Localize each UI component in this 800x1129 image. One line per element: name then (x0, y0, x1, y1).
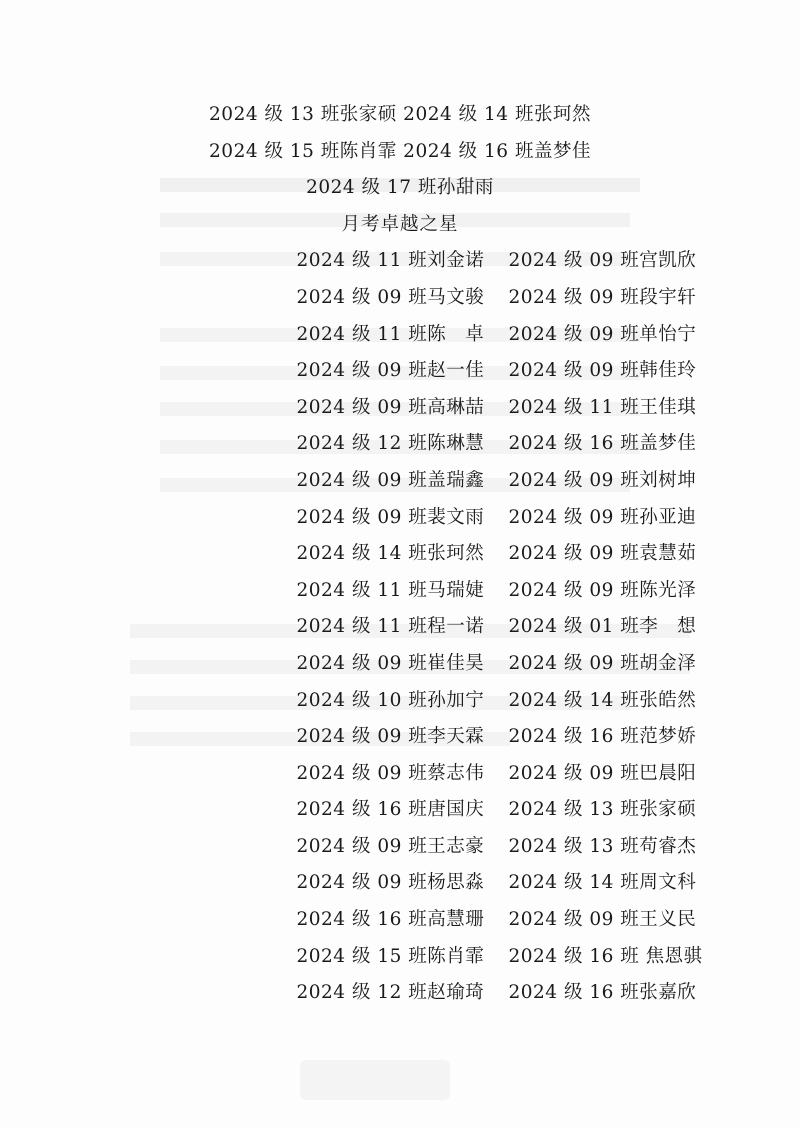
student-entry-right: 2024 级 09 班宫凯欣 (508, 250, 697, 272)
list-item (0, 500, 800, 537)
list-item (0, 243, 800, 280)
student-entry-right: 2024 级 09 班袁慧茹 (508, 543, 697, 565)
student-entry-right: 2024 级 09 班陈光泽 (508, 579, 697, 601)
list-item (0, 975, 800, 1012)
bleed-through-mark (300, 1060, 450, 1100)
student-entry-right: 2024 级 09 班王义民 (508, 909, 697, 931)
student-entry-right: 2024 级 16 班范梦娇 (508, 726, 697, 748)
header-line: 2024 级 13 班张家硕 2024 级 14 班张珂然 (209, 104, 591, 125)
student-entry-left: 2024 级 16 班唐国庆 (296, 799, 485, 821)
list-item (0, 792, 800, 829)
student-entry-right: 2024 级 11 班王佳琪 (508, 396, 697, 418)
list-item (0, 646, 800, 683)
name-pair-list (0, 243, 800, 1011)
student-entry-right: 2024 级 16 班 焦恩骐 (508, 945, 703, 967)
list-item (0, 536, 800, 573)
header-line: 2024 级 15 班陈肖霏 2024 级 16 班盖梦佳 (209, 140, 591, 162)
student-entry-left: 2024 级 09 班赵一佳 (296, 360, 485, 382)
student-entry-right: 2024 级 09 班单怡宁 (508, 323, 697, 345)
list-item (0, 829, 800, 866)
student-entry-right: 2024 级 16 班盖梦佳 (508, 433, 697, 455)
student-entry-left: 2024 级 11 班刘金诺 (296, 250, 485, 272)
list-item (0, 463, 800, 500)
list-item (0, 609, 800, 646)
honor-list (0, 97, 800, 1012)
student-entry-left: 2024 级 09 班杨思淼 (296, 872, 485, 894)
section-title: 月考卓越之星 (341, 213, 459, 235)
student-entry-left: 2024 级 15 班陈肖霏 (296, 945, 485, 967)
student-entry-right: 2024 级 13 班苟睿杰 (508, 835, 697, 857)
student-entry-right: 2024 级 09 班巴晨阳 (508, 762, 697, 784)
list-item (0, 902, 800, 939)
student-entry-left: 2024 级 12 班赵瑜琦 (296, 982, 485, 1004)
list-item (0, 280, 800, 317)
student-entry-left: 2024 级 14 班张珂然 (296, 543, 485, 565)
student-entry-left: 2024 级 11 班程一诺 (296, 616, 485, 638)
student-entry-left: 2024 级 09 班马文骏 (296, 286, 485, 308)
student-entry-left: 2024 级 11 班陈 卓 (296, 323, 485, 345)
student-entry-left: 2024 级 12 班陈琳慧 (296, 433, 485, 455)
list-item (0, 683, 800, 720)
student-entry-left: 2024 级 16 班高慧珊 (296, 909, 485, 931)
student-entry-right: 2024 级 14 班张皓然 (508, 689, 697, 711)
list-item (0, 573, 800, 610)
list-item (0, 939, 800, 976)
student-entry-right: 2024 级 09 班胡金泽 (508, 652, 697, 674)
student-entry-right: 2024 级 09 班段宇轩 (508, 286, 697, 308)
student-entry-left: 2024 级 09 班崔佳昊 (296, 652, 485, 674)
student-entry-left: 2024 级 11 班马瑞婕 (296, 579, 485, 601)
list-item (0, 390, 800, 427)
student-entry-right: 2024 级 13 班张家硕 (508, 799, 697, 821)
student-entry-left: 2024 级 10 班孙加宁 (296, 689, 485, 711)
list-item (0, 719, 800, 756)
list-item (0, 353, 800, 390)
student-entry-left: 2024 级 09 班王志豪 (296, 835, 485, 857)
student-entry-left: 2024 级 09 班裴文雨 (296, 506, 485, 528)
student-entry-left: 2024 级 09 班高琳喆 (296, 396, 485, 418)
student-entry-right: 2024 级 14 班周文科 (508, 872, 697, 894)
student-entry-right: 2024 级 01 班李 想 (508, 616, 697, 638)
student-entry-left: 2024 级 09 班盖瑞鑫 (296, 469, 485, 491)
student-entry-right: 2024 级 09 班孙亚迪 (508, 506, 697, 528)
list-item (0, 865, 800, 902)
header-line: 2024 级 17 班孙甜雨 (306, 177, 494, 199)
list-item (0, 426, 800, 463)
list-item (0, 756, 800, 793)
student-entry-right: 2024 级 16 班张嘉欣 (508, 982, 697, 1004)
student-entry-right: 2024 级 09 班韩佳玲 (508, 360, 697, 382)
list-item (0, 317, 800, 354)
student-entry-right: 2024 级 09 班刘树坤 (508, 469, 697, 491)
student-entry-left: 2024 级 09 班李天霖 (296, 726, 485, 748)
student-entry-left: 2024 级 09 班蔡志伟 (296, 762, 485, 784)
